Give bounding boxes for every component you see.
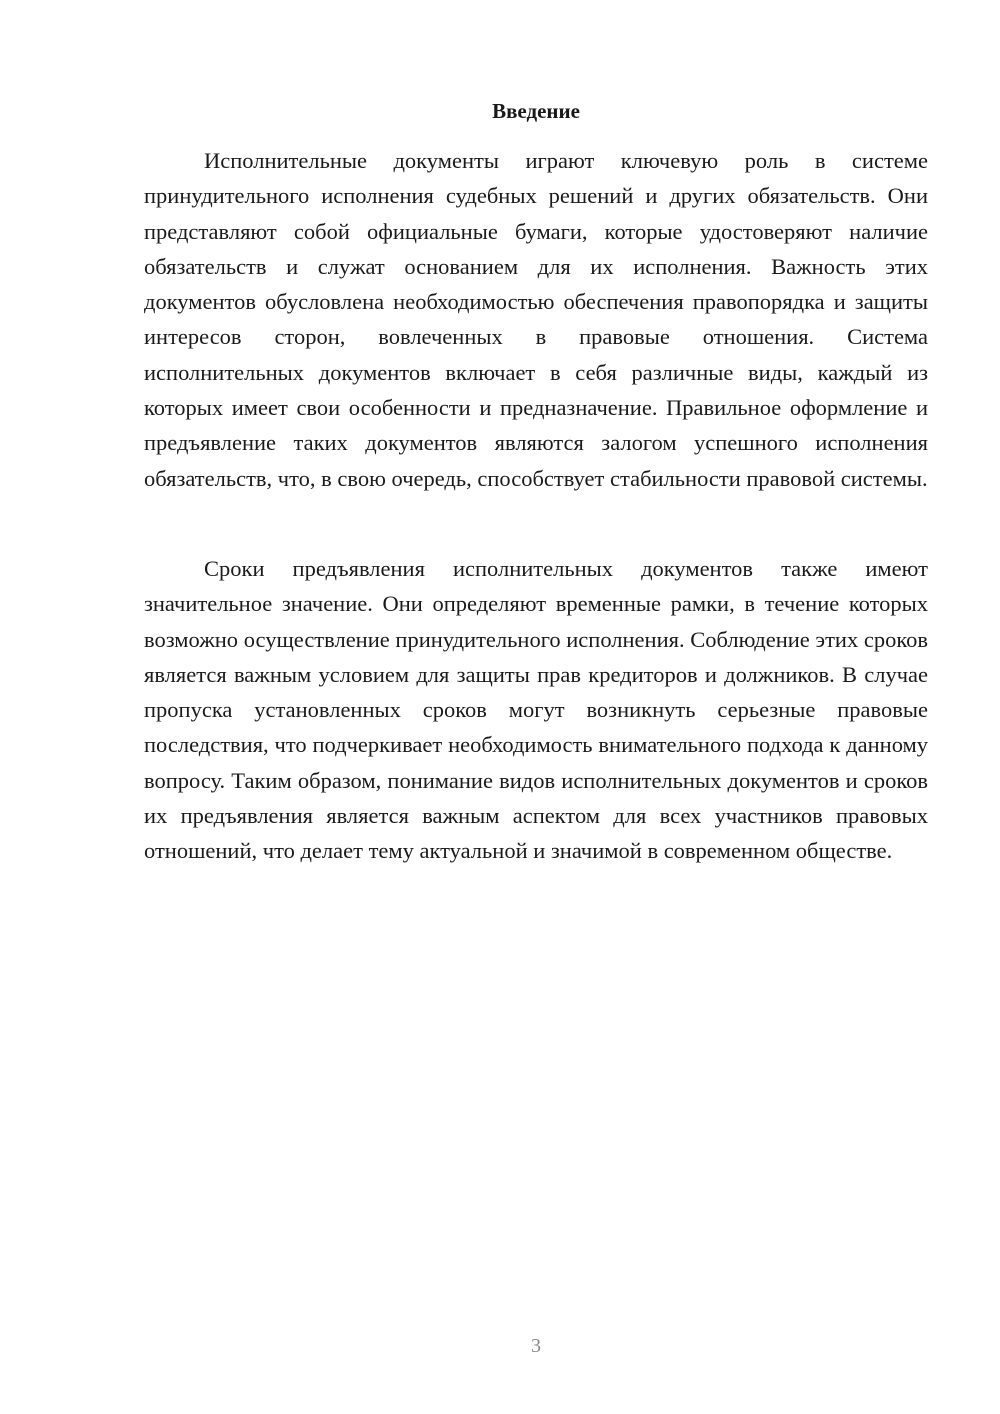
section-heading: Введение — [492, 99, 580, 123]
page-number: 3 — [531, 1335, 541, 1357]
paragraph-1: Исполнительные документы играют ключевую роль в системе принудительного исполнения судебных решений и других обязательств. Они представляют собой официальные бумаги, которые удостоверяют наличие обязательств и служат основанием для их исполнения. Важность этих документов обусловлена необходимостью обеспечения правопорядка и защиты интересов сторон, вовлеченных в правовые отношения. Система исполнительных документов включает в себя различные виды, каждый из которых имеет свои особенности и предназначение. Правильное оформление и предъявление таких документов являются залогом успешного исполнения обязательств, что, в свою очередь, способствует стабильности правовой системы. — [144, 148, 928, 491]
paragraph-2: Сроки предъявления исполнительных документов также имеют значительное значение. Они определяют временные рамки, в течение которых возможно осуществление принудительного исполнения. Соблюдение этих сроков является важным условием для защиты прав кредиторов и должников. В случае пропуска установленных сроков могут возникнуть серьезные правовые последствия, что подчеркивает необходимость внимательного подхода к данному вопросу. Таким образом, понимание видов исполнительных документов и сроков их предъявления является важным аспектом для всех участников правовых отношений, что делает тему актуальной и значимой в современном обществе. — [144, 556, 928, 864]
